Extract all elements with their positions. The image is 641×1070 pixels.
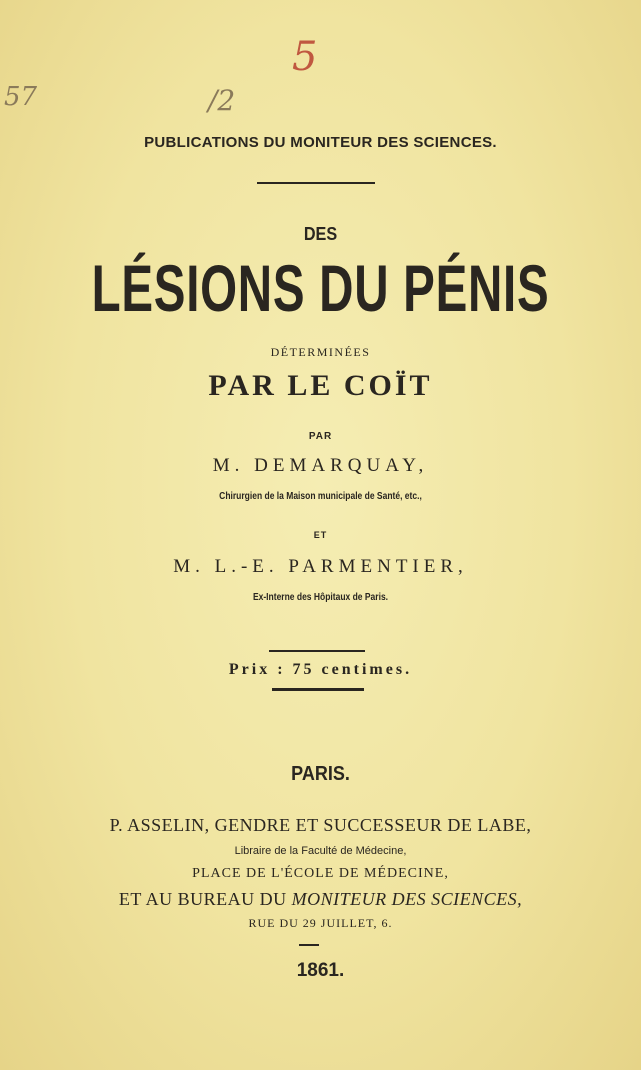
imprint-place: PLACE DE L'ÉCOLE DE MÉDECINE, xyxy=(192,866,449,881)
handwritten-mark-top: 5 xyxy=(292,34,318,80)
author-2-name: M. L.-E. PARMENTIER, xyxy=(173,556,468,577)
imprint-journal-name: MONITEUR DES SCIENCES, xyxy=(291,889,523,909)
year-rule xyxy=(299,944,319,946)
handwritten-mark-left: 57 xyxy=(4,82,38,112)
imprint-publisher: P. ASSELIN, GENDRE ET SUCCESSEUR DE LABE, xyxy=(109,815,532,835)
author-1-name: M. DEMARQUAY, xyxy=(212,455,429,476)
publication-year: 1861. xyxy=(296,960,345,981)
imprint-city: PARIS. xyxy=(291,763,350,785)
main-title: LÉSIONS DU PÉNIS xyxy=(91,251,550,325)
price-rule-bottom xyxy=(272,688,364,691)
title-prefix: DES xyxy=(303,224,338,244)
series-title: PUBLICATIONS DU MONITEUR DES SCIENCES. xyxy=(144,134,497,151)
author-1-role: Chirurgien de la Maison municipale de Santé, etc., xyxy=(219,491,422,502)
imprint-street: RUE DU 29 JUILLET, 6. xyxy=(248,916,393,930)
price-rule-top xyxy=(269,650,365,652)
imprint-bureau-prefix: ET AU BUREAU DU xyxy=(118,889,292,909)
imprint-libraire: Libraire de la Faculté de Médecine, xyxy=(234,845,407,857)
imprint-bureau xyxy=(0,889,641,910)
and-label: ET xyxy=(313,530,328,540)
header-divider xyxy=(257,182,375,184)
subtitle: PAR LE COÏT xyxy=(208,369,433,402)
price: Prix : 75 centimes. xyxy=(228,661,413,678)
author-2-role: Ex-Interne des Hôpitaux de Paris. xyxy=(252,592,389,603)
handwritten-mark-center: /2 xyxy=(208,84,236,117)
title-determinees: DÉTERMINÉES xyxy=(270,345,371,359)
by-label: PAR xyxy=(308,431,333,442)
